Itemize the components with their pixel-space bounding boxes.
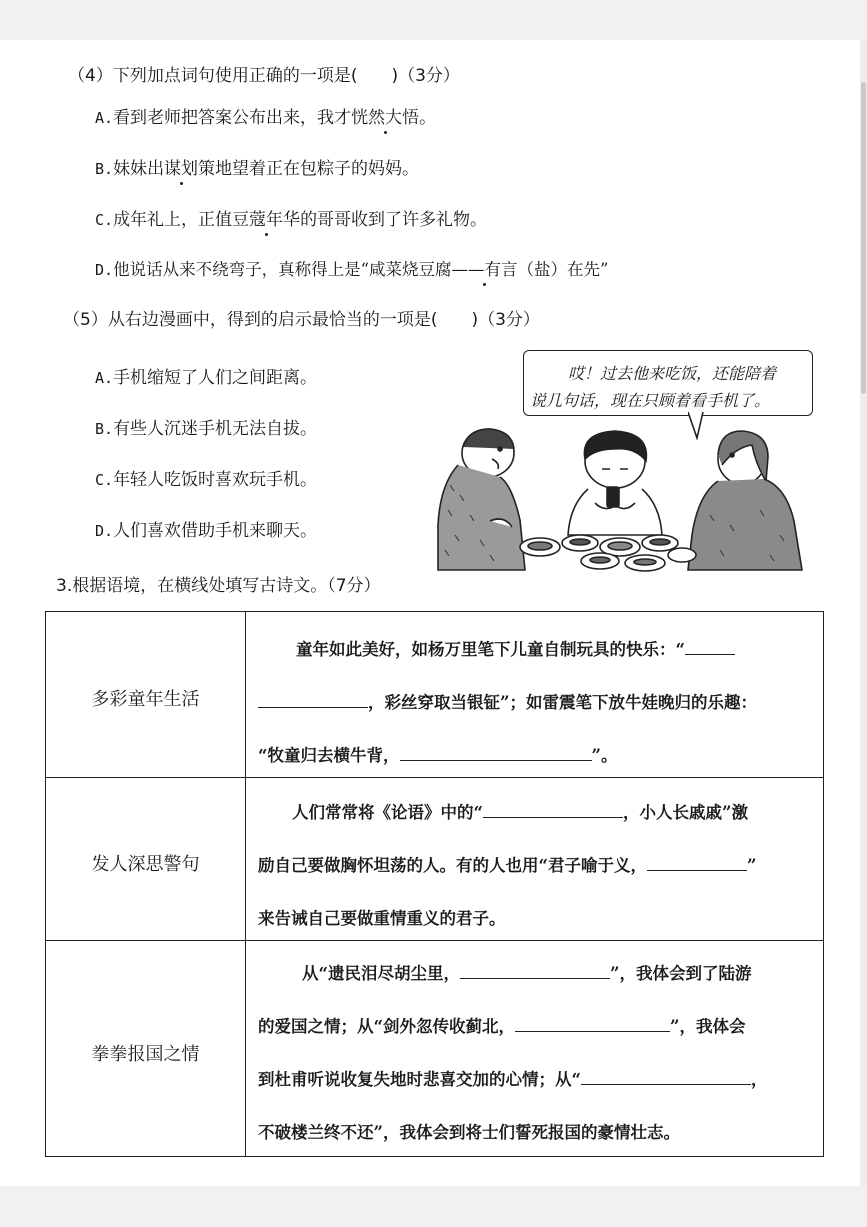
row3-text-3: 的爱国之情；从“剑外忽传收蓟北， [258,1017,515,1036]
q5-option-d[interactable] [95,523,317,540]
row1-line3 [258,742,618,766]
option-letter: B. [95,160,114,178]
table-row-divider [46,940,823,941]
dotted-phrase [351,108,419,128]
option-text: 妹妹 [113,159,148,179]
q5-stem: （5）从右边漫画中，得到的启示最恰当的一项是( )（3分） [63,310,540,330]
option-letter: D. [95,261,114,279]
row1-line1 [296,636,735,660]
q5-option-c[interactable] [95,472,317,489]
category-childhood: 多彩童年生活 [91,689,200,710]
q4-option-b[interactable] [95,161,419,178]
option-text: 有些人沉迷手机无法自拔。 [113,419,318,439]
poem-fill-table [45,611,824,1157]
dining-table [520,535,696,571]
dotted-phrase [232,210,300,230]
row2-line3 [258,905,506,929]
dotted-phrase [147,159,215,179]
row3-line3 [258,1066,768,1090]
row3-text-7: ， [751,1070,768,1089]
option-letter: B. [95,420,114,438]
row3-line1 [302,960,752,984]
option-text: 成年礼上，正值 [113,210,233,230]
option-text: 他说话从来不绕弯子，真称得上是“ [113,260,369,279]
row2-text-3: 励自己要做胸怀坦荡的人。有的人也用“君子喻于义， [258,856,647,875]
q4-option-d[interactable] [95,262,608,279]
row2-text-4: ” [747,856,757,875]
q4-stem: （4）下列加点词句使用正确的一项是( )（3分） [68,66,460,86]
row3-line2 [258,1013,746,1037]
fill-blank-3[interactable] [483,803,623,818]
row1-text-1: 童年如此美好，如杨万里笔下儿童自制玩具的快乐：“ [296,640,685,659]
row2-line2 [258,852,757,876]
dotted-phrase [369,260,600,279]
table-row-divider [46,777,823,778]
fill-blank-7[interactable] [581,1070,751,1085]
bubble-line-1: 哎！过去他来吃饭，还能陪着 [568,364,777,383]
young-man-figure [568,431,662,535]
row2-text-5: 来告诫自己要做重情重义的君子。 [258,909,506,928]
row3-text-2: ”，我体会到了陆游 [610,964,752,983]
option-letter: A. [95,109,114,127]
option-text: 人们喜欢借助手机来聊天。 [113,521,318,541]
option-letter: C. [95,211,114,229]
fill-blank-2[interactable] [400,746,592,761]
option-text: 年轻人吃饭时喜欢玩手机。 [113,470,318,490]
row3-text-5: 到杜甫听说收复失地时悲喜交加的心情；从“ [258,1070,581,1089]
q5-option-b[interactable] [95,421,317,438]
fill-blank-1[interactable] [685,640,735,655]
row3-line4 [258,1119,680,1143]
q5-option-a[interactable] [95,370,317,387]
scrollbar-thumb[interactable] [861,82,866,394]
row2-line1 [292,799,748,823]
row3-text-1: 从“遗民泪尽胡尘里， [302,964,460,983]
bubble-line-2: 说几句话，现在只顾着看手机了。 [530,391,771,410]
old-man-figure [438,429,525,570]
dotted-phrase-text: 恍然大悟 [351,108,420,128]
fill-blank-6[interactable] [515,1017,670,1032]
fill-blank-5[interactable] [460,964,610,979]
category-patriotism: 拳拳报国之情 [91,1044,200,1065]
option-letter: A. [95,369,114,387]
row3-text-4: ”，我体会 [670,1017,746,1036]
speech-bubble [523,350,813,416]
vertical-scrollbar[interactable] [860,40,867,1186]
row2-text-2: ，小人长戚戚”激 [623,803,748,822]
table-column-divider [245,612,246,1156]
q4-option-c[interactable] [95,212,487,229]
q4-option-a[interactable] [95,110,436,127]
option-letter: D. [95,522,114,540]
row1-text-2: ，彩丝穿取当银钲”；如雷震笔下放牛娃晚归的乐趣： [368,693,757,712]
option-text: 看到老师把答案公布出来，我才 [113,108,352,128]
category-maxims: 发人深思警句 [91,854,200,875]
dotted-phrase-text: 出谋划策 [147,159,216,179]
woman-figure [688,431,802,570]
dotted-phrase-text: 咸菜烧豆腐——有言（盐）在先 [369,260,600,279]
row3-text-6: 不破楼兰终不还”，我体会到将士们誓死报国的豪情壮志。 [258,1123,680,1142]
fill-blank-1-cont[interactable] [258,693,368,708]
fill-blank-4[interactable] [647,856,747,871]
q3-stem: 3.根据语境，在横线处填写古诗文。（7分） [56,576,381,596]
row2-text-1: 人们常常将《论语》中的“ [292,803,483,822]
cartoon-illustration [430,425,810,575]
option-letter: C. [95,471,114,489]
row1-text-4: ”。 [591,746,618,765]
dotted-phrase-text: 豆蔻年华 [232,210,301,230]
option-text-end: 。 [419,108,437,128]
option-text-end: 的哥哥收到了许多礼物。 [300,210,488,230]
option-text-end: ” [600,260,609,279]
row1-line2 [258,689,757,713]
option-text-end: 地望着正在包粽子的妈妈。 [215,159,420,179]
row1-text-3: “牧童归去横牛背， [258,746,400,765]
option-text: 手机缩短了人们之间距离。 [113,368,318,388]
